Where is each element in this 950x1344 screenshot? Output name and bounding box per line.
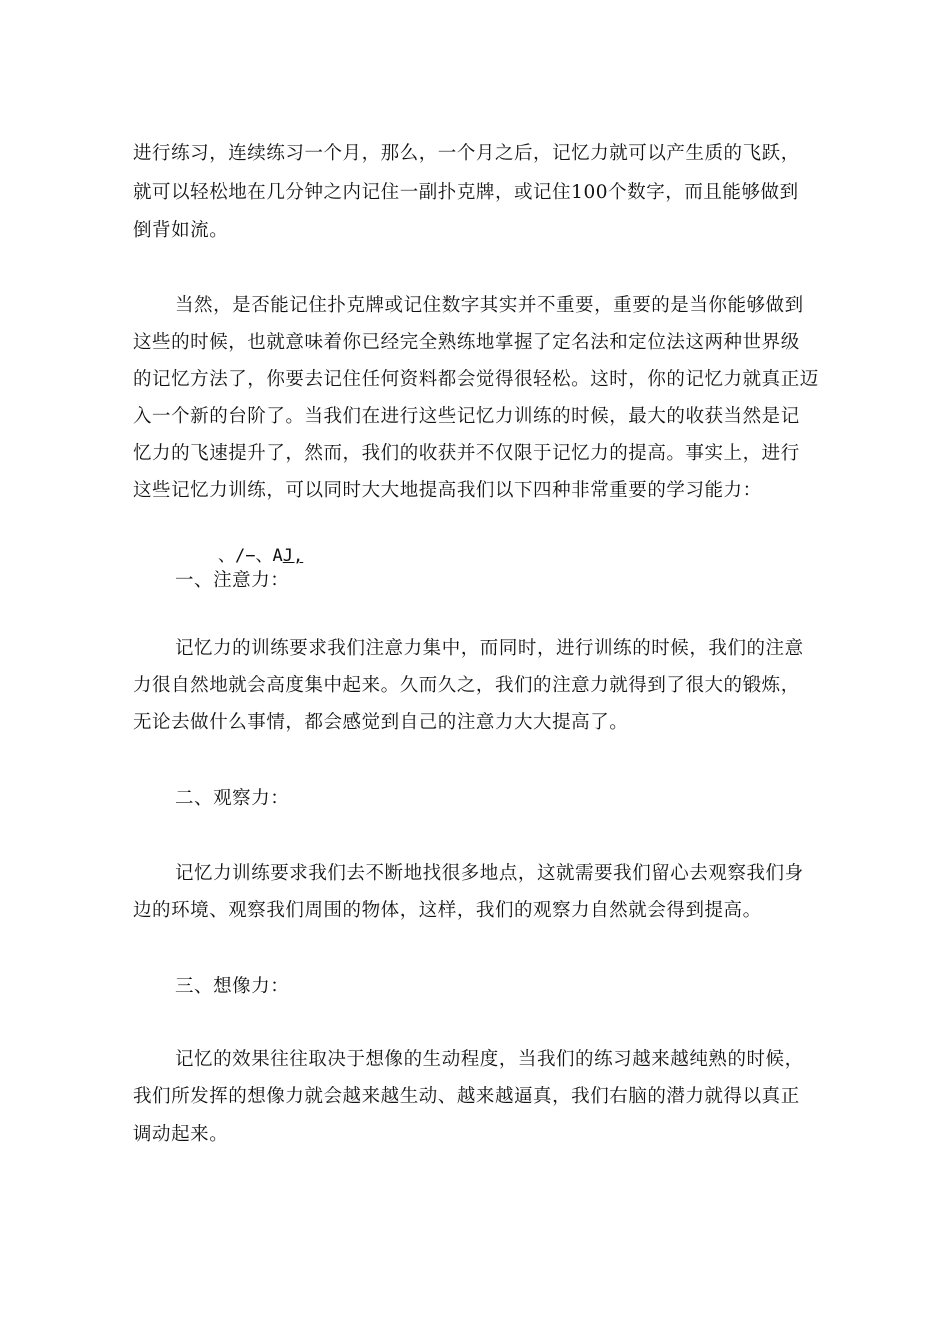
text-line: 入一个新的台阶了。当我们在进行这些记忆力训练的时候，最大的收获当然是记 [133, 406, 800, 427]
text-line: 的记忆方法了，你要去记住任何资料都会觉得很轻松。这时，你的记忆力就真正迈 [133, 369, 819, 390]
text-line: 进行练习，连续练习一个月，那么，一个月之后，记忆力就可以产生质的飞跃， [133, 143, 800, 164]
artifact-underlined: J, [282, 546, 304, 566]
text-line: 当然，是否能记住扑克牌或记住数字其实并不重要，重要的是当你能够做到 [175, 295, 804, 316]
text-line: 这些的时候，也就意味着你已经完全熟练地掌握了定名法和定位法这两种世界级 [133, 332, 800, 353]
text-line: 倒背如流。 [133, 220, 229, 241]
text-line: 无论去做什么事情，都会感觉到自己的注意力大大提高了。 [133, 712, 629, 733]
artifact-prefix: 、/−、A [218, 546, 283, 566]
text-line: 边的环境、观察我们周围的物体，这样，我们的观察力自然就会得到提高。 [133, 900, 762, 921]
text-line: 忆力的飞速提升了，然而，我们的收获并不仅限于记忆力的提高。事实上，进行 [133, 443, 800, 464]
text-line: 调动起来。 [133, 1124, 229, 1145]
section-heading-imagination: 三、想像力： [175, 976, 290, 997]
ocr-artifact [218, 546, 303, 566]
text-line: 记忆力训练要求我们去不断地找很多地点，这就需要我们留心去观察我们身 [175, 863, 804, 884]
section-heading-observation: 二、观察力： [175, 788, 290, 809]
section-heading-attention: 一、注意力： [175, 570, 290, 591]
text-line: 就可以轻松地在几分钟之内记住一副扑克牌，或记住100个数字，而且能够做到 [133, 182, 799, 203]
text-line: 记忆的效果往往取决于想像的生动程度，当我们的练习越来越纯熟的时候， [175, 1049, 804, 1070]
text-line: 这些记忆力训练，可以同时大大地提高我们以下四种非常重要的学习能力： [133, 480, 762, 501]
text-line: 我们所发挥的想像力就会越来越生动、越来越逼真，我们右脑的潜力就得以真正 [133, 1086, 800, 1107]
text-line: 记忆力的训练要求我们注意力集中，而同时，进行训练的时候，我们的注意 [175, 638, 804, 659]
text-line: 力很自然地就会高度集中起来。久而久之，我们的注意力就得到了很大的锻炼， [133, 675, 800, 696]
